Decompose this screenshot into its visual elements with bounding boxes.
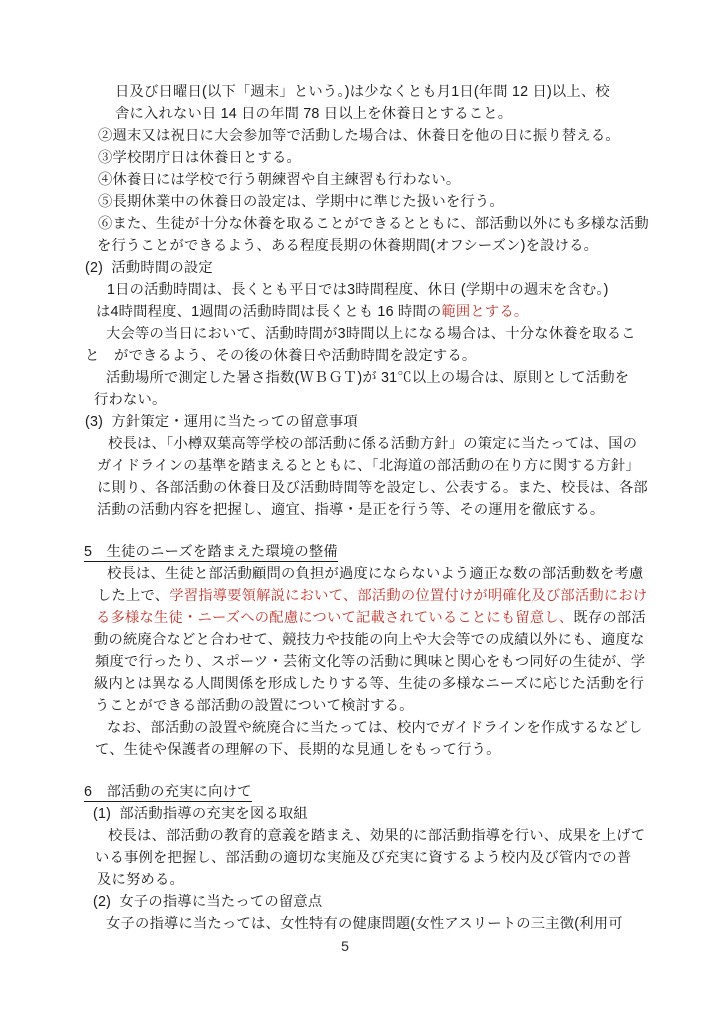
text-segment: 5 生徒のニーズを踏まえた環境の整備 (84, 544, 338, 560)
text-line (85, 257, 724, 279)
text-segment: 日及び日曜日(以下「週末」という。)は少なくとも月1日(年間 12 日)以上、校 (115, 84, 610, 100)
document-body (0, 81, 724, 935)
text-segment: 級内とは異なる人間関係を形成したりする等、生徒の多様なニーズに応じた活動を行 (94, 676, 645, 692)
text-line (97, 869, 724, 891)
text-line (85, 345, 724, 367)
text-segment: ②週末又は祝日に大会参加等で活動した場合は、休養日を他の日に振り替える。 (98, 128, 620, 144)
highlighted-text-segment: 範囲とする。 (441, 304, 529, 320)
text-line (97, 477, 724, 499)
text-segment: (2) 女子の指導に当たっての留意点 (93, 894, 323, 910)
text-segment: 及に努める。 (97, 872, 184, 888)
text-segment: 既存の部活 (573, 610, 646, 626)
text-line (95, 739, 724, 761)
text-segment: を行うことができるよう、ある程度長期の休養期間(オフシーズン)を設ける。 (97, 238, 599, 254)
text-line (94, 389, 724, 411)
text-line (106, 323, 724, 345)
text-segment: て、生徒や保護者の理解の下、長期的な見通しをもって行う。 (95, 742, 501, 758)
text-line (98, 213, 724, 235)
text-line (94, 629, 724, 651)
text-segment: 活動の活動内容を把握し、適宜、指導・是正を行う等、その運用を徹底する。 (97, 502, 605, 518)
text-line (106, 913, 724, 935)
text-segment: に則り、各部活動の休養日及び活動時間等を設定し、公表する。また、校長は、各部 (97, 480, 648, 496)
text-segment: いる事例を把握し、部活動の適切な実施及び充実に資するよう校内及び管内での普 (95, 850, 632, 866)
section-heading (84, 781, 724, 803)
text-segment: ④休養日には学校で行う朝練習や自主練習も行わない。 (98, 172, 461, 188)
text-segment: (3) 方針策定・運用に当たっての留意事項 (85, 414, 358, 430)
text-line (107, 717, 724, 739)
text-line (93, 803, 724, 825)
text-segment: は4時間程度、1週間の活動時間は長くとも 16 時間の (96, 304, 442, 320)
highlighted-text-segment: る多様な生徒・ニーズへの配慮について記載されていることにも留意し、 (96, 610, 574, 626)
text-line (106, 367, 724, 389)
text-line (107, 563, 724, 585)
text-line (115, 81, 724, 103)
section-heading (84, 541, 724, 563)
text-segment: ⑥また、生徒が十分な休養を取ることができるとともに、部活動以外にも多様な活動 (98, 216, 649, 232)
text-segment: 動の統廃合などと合わせて、競技力や技能の向上や大会等での成績以外にも、適度な (94, 632, 645, 648)
text-segment: 1日の活動時間は、長くとも平日では3時間程度、休日 (学期中の週末を含む。) (107, 282, 609, 298)
text-segment: (2) 活動時間の設定 (85, 260, 213, 276)
text-line (115, 103, 724, 125)
text-line (98, 147, 724, 169)
text-line (94, 673, 724, 695)
text-line (98, 169, 724, 191)
text-line (95, 695, 724, 717)
text-segment: ガイドラインの基準を踏まえるとともに、「北海道の部活動の在り方に関する方針」 (97, 458, 640, 474)
text-line (85, 411, 724, 433)
text-segment: 6 部活動の充実に向けて (84, 784, 252, 800)
text-segment: うことができる部活動の設置について検討する。 (95, 698, 414, 714)
highlighted-text-segment: 学習指導要領解説において、部活動の位置付けが明確化及び部活動におけ (169, 588, 648, 604)
text-segment: 頻度で行ったり、スポーツ・芸術文化等の活動に興味と関心をもつ同好の生徒が、学 (95, 654, 646, 670)
text-segment: 校長は、生徒と部活動顧問の負担が過度にならないよう適正な数の部活動数を考慮 (107, 566, 644, 582)
text-segment: 行わない。 (94, 392, 167, 408)
text-segment: (1) 部活動指導の充実を図る取組 (93, 806, 308, 822)
text-line (108, 433, 724, 455)
text-line (97, 235, 724, 257)
text-line (93, 891, 724, 913)
text-line (107, 279, 724, 301)
text-segment: ⑤長期休業中の休養日の設定は、学期中に準じた扱いを行う。 (98, 194, 504, 210)
text-line (108, 825, 724, 847)
text-segment: と ができるよう、その後の休養日や活動時間を設定する。 (85, 348, 477, 364)
text-segment: 女子の指導に当たっては、女性特有の健康問題(女性アスリートの三主徴(利用可 (106, 916, 623, 932)
text-line (98, 125, 724, 147)
text-line (95, 847, 724, 869)
text-line (96, 301, 724, 323)
text-segment: 活動場所で測定した暑さ指数(ＷＢＧＴ)が 31℃以上の場合は、原則として活動を (106, 370, 630, 386)
text-segment: 校長は、「小樽双葉高等学校の部活動に係る活動方針」の策定に当たっては、国の (108, 436, 638, 452)
text-line (97, 455, 724, 477)
text-segment: 舎に入れない日 14 日の年間 78 日以上を休養日とすること。 (115, 106, 513, 122)
text-line (98, 191, 724, 213)
text-segment: 校長は、部活動の教育的意義を踏まえ、効果的に部活動指導を行い、成果を上げて (108, 828, 646, 844)
text-segment: なお、部活動の設置や統廃合に当たっては、校内でガイドラインを作成するなどし (107, 720, 643, 736)
text-segment: ③学校閉庁日は休養日とする。 (98, 150, 301, 166)
text-line (97, 499, 724, 521)
text-line (96, 607, 724, 629)
page-number: 5 (341, 938, 349, 954)
text-line (97, 585, 724, 607)
text-segment: した上で、 (97, 588, 170, 604)
text-segment: 大会等の当日において、活動時間が3時間以上になる場合は、十分な休養を取るこ (106, 326, 636, 342)
text-line (95, 651, 724, 673)
